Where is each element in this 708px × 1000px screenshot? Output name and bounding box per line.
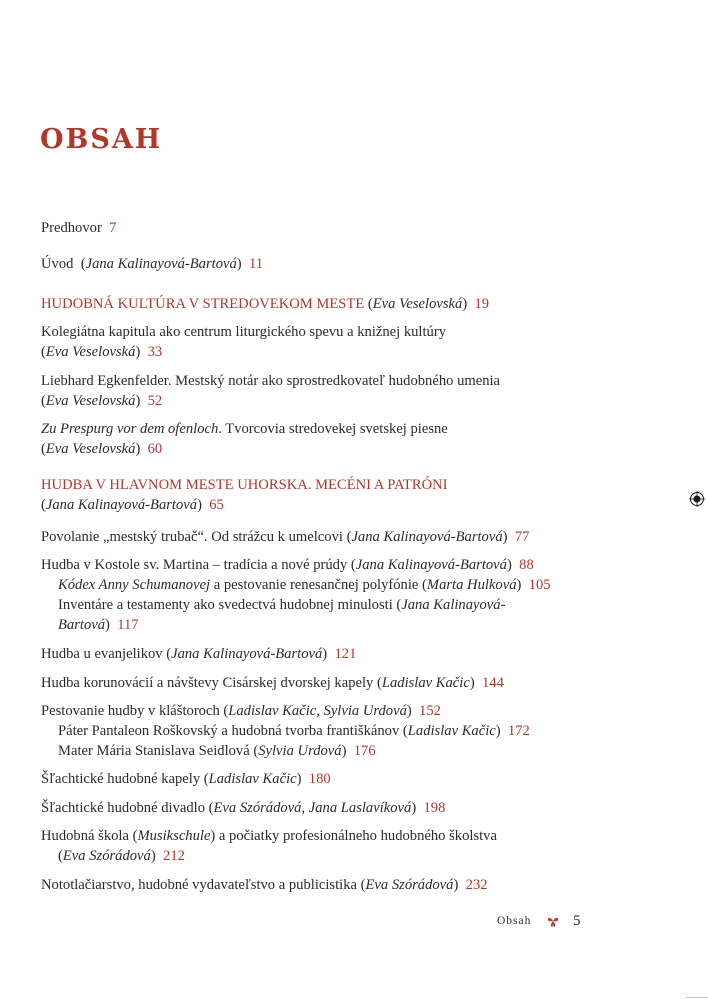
entry-page: 172 [507,723,530,739]
toc-entry-korunovacie[interactable]: Hudba korunovácií a návštevy Cisárskej dvorskej kapely (Ladislav Kačic) 144 [41,675,504,691]
entry-title: Pestovanie hudby v kláštoroch [41,703,220,719]
entry-author: Jana Kalinayová-Bartová [85,256,237,272]
entry-page: 152 [419,703,441,719]
toc-entry-nototlaciarstvo[interactable]: Nototlačiarstvo, hudobné vydavateľstvo a publicistika (Eva Szórádová) 232 [41,877,488,893]
entry-author: Sylvia Urdová [258,743,342,759]
entry-author: Eva Szórádová [62,848,151,864]
toc-entry-evanjelici[interactable]: Hudba u evanjelikov (Jana Kalinayová-Bartová) 121 [41,646,357,662]
toc-subentry-roskovsky[interactable]: Páter Pantaleon Roškovský a hudobná tvorba františkánov (Ladislav Kačic) 172 [58,723,530,739]
entry-author: Ladislav Kačic [407,723,496,739]
entry-page: 117 [117,617,139,633]
entry-title: Hudba korunovácií a návštevy Cisárskej dvorskej kapely [41,675,374,691]
entry-page: 77 [514,529,530,545]
toc-entry-egkenfelder[interactable]: Liebhard Egkenfelder. Mestský notár ako sprostredkovateľ hudobného umenia (Eva Veselovská) 52 [41,373,501,409]
entry-author: Ladislav Kačic [381,675,470,691]
entry-title: Kolegiátna kapitula ako centrum liturgického spevu a knižnej kultúry [41,324,446,340]
entry-author: Eva Veselovská [45,441,136,457]
entry-title: Povolanie „mestský trubač“. Od strážcu k umelcovi [41,529,343,545]
entry-title: Šľachtické hudobné kapely [41,771,201,787]
section-title: HUDBA V HLAVNOM MESTE UHORSKA. MECÉNI A PATRÓNI [41,477,448,493]
toc-section-hlavne-mesto[interactable]: HUDBA V HLAVNOM MESTE UHORSKA. MECÉNI A PATRÓNI (Jana Kalinayová-Bartová) 65 [41,477,448,513]
entry-title-italic: Zu Prespurg vor dem ofenloch [41,421,219,437]
entry-page: 176 [353,743,376,759]
toc-subentry-seidlova[interactable]: Mater Mária Stanislava Seidlová (Sylvia Urdová) 176 [58,743,376,759]
toc-entry-kolegiatna-kapitula[interactable]: Kolegiátna kapitula ako centrum liturgického spevu a knižnej kultúry (Eva Veselovská) 33 [41,324,446,360]
entry-title-italic: Kódex Anny Schumanovej [58,577,211,593]
entry-author: Jana Kalinayová-Bartová [351,529,503,545]
entry-page: 232 [465,877,488,893]
entry-page: 65 [209,497,224,513]
toc-entry-hudobna-skola[interactable]: Hudobná škola (Musikschule) a počiatky profesionálneho hudobného školstva (Eva Szórádová) 212 [41,828,497,864]
entry-page: 52 [147,393,163,409]
entry-title: . Tvorcovia stredovekej svetskej piesne [218,421,448,437]
entry-author: Ladislav Kačic, Sylvia Urdová [228,703,407,719]
toc-section-stredovek[interactable]: HUDOBNÁ KULTÚRA V STREDOVEKOM MESTE (Eva Veselovská) 19 [41,296,490,312]
toc-entry-kostol-sv-martina[interactable]: Hudba v Kostole sv. Martina – tradícia a nové prúdy (Jana Kalinayová-Bartová) 88 [41,557,534,573]
entry-author: Jana Kalinayová-Bartová [171,646,323,662]
entry-author: Jana Kalinayová-Bartová [45,497,198,513]
entry-title: Inventáre a testamenty ako svedectvá hudobnej minulosti [58,597,393,613]
entry-title: Predhovor [41,220,102,236]
toc-entry-klastory[interactable]: Pestovanie hudby v kláštoroch (Ladislav Kačic, Sylvia Urdová) 152 [41,703,441,719]
section-title: HUDOBNÁ KULTÚRA V STREDOVEKOM MESTE [41,296,365,312]
entry-title: Mater Mária Stanislava Seidlová [58,743,250,759]
entry-title: Nototlačiarstvo, hudobné vydavateľstvo a publicistika [41,877,357,893]
entry-title: a pestovanie renesančnej polyfónie [210,577,419,593]
running-footer-label: Obsah [497,915,532,927]
entry-title: Hudba u evanjelikov [41,646,163,662]
entry-page: 60 [147,441,163,457]
entry-title: Liebhard Egkenfelder. Mestský notár ako sprostredkovateľ hudobného umenia [41,373,501,389]
entry-page: 105 [528,577,551,593]
entry-page: 19 [474,296,490,312]
entry-page: 198 [423,800,446,816]
fleuron-icon [546,914,560,928]
toc-entry-slachticke-divadlo[interactable]: Šľachtické hudobné divadlo (Eva Szórádová, Jana Laslavíková) 198 [41,800,446,816]
toc-entry-slachticke-kapely[interactable]: Šľachtické hudobné kapely (Ladislav Kačic) 180 [41,771,331,787]
entry-author: Eva Veselovská [372,296,463,312]
entry-author: Jana Kalinayová- [401,597,506,613]
entry-page: 11 [248,256,264,272]
trim-mark [686,997,708,998]
entry-title: Šľachtické hudobné divadlo [41,800,205,816]
registration-mark-icon [689,491,705,507]
entry-title: Úvod [41,256,74,272]
entry-title: Páter Pantaleon Roškovský a hudobná tvorba františkánov [58,723,400,739]
entry-author: Marta Hulková [426,577,517,593]
entry-author: Eva Veselovská [45,344,136,360]
entry-title-italic: Musikschule [137,828,211,844]
entry-page: 180 [308,771,331,787]
entry-page: 88 [519,557,534,573]
entry-page: 144 [482,675,504,691]
entry-title: Hudobná škola ( [41,828,138,844]
entry-author: Eva Szórádová, Jana Laslavíková [213,800,412,816]
entry-author: Ladislav Kačic [208,771,297,787]
entry-page: 7 [109,220,117,236]
entry-title: Hudba v Kostole sv. Martina – tradícia a nové prúdy [41,557,348,573]
entry-page: 33 [147,344,163,360]
toc-subentry-inventare[interactable]: Inventáre a testamenty ako svedectvá hudobnej minulosti (Jana Kalinayová- Bartová) 117 [58,597,506,633]
entry-title-cont: ) a počiatky profesionálneho hudobného školstva [210,828,497,844]
entry-author: Jana Kalinayová-Bartová [355,557,507,573]
toc-entry-predhovor[interactable] [41,218,116,238]
entry-author: Eva Veselovská [45,393,136,409]
entry-page: 121 [334,646,357,662]
toc-entry-zu-prespurg[interactable]: Zu Prespurg vor dem ofenloch. Tvorcovia stredovekej svetskej piesne (Eva Veselovská) 60 [41,421,448,457]
entry-author-cont: Bartová [58,617,106,633]
entry-author: Eva Szórádová [365,877,454,893]
toc-entry-mestsky-trubac[interactable]: Povolanie „mestský trubač“. Od strážcu k umelcovi (Jana Kalinayová-Bartová) 77 [41,529,530,545]
toc-subentry-kodex[interactable]: Kódex Anny Schumanovej a pestovanie renesančnej polyfónie (Marta Hulková) 105 [58,577,551,593]
entry-page: 212 [163,848,185,864]
contents-heading: OBSAH [40,124,163,155]
toc-entry-uvod[interactable]: Úvod (Jana Kalinayová-Bartová) 11 [41,256,264,272]
page-number: 5 [573,913,581,929]
